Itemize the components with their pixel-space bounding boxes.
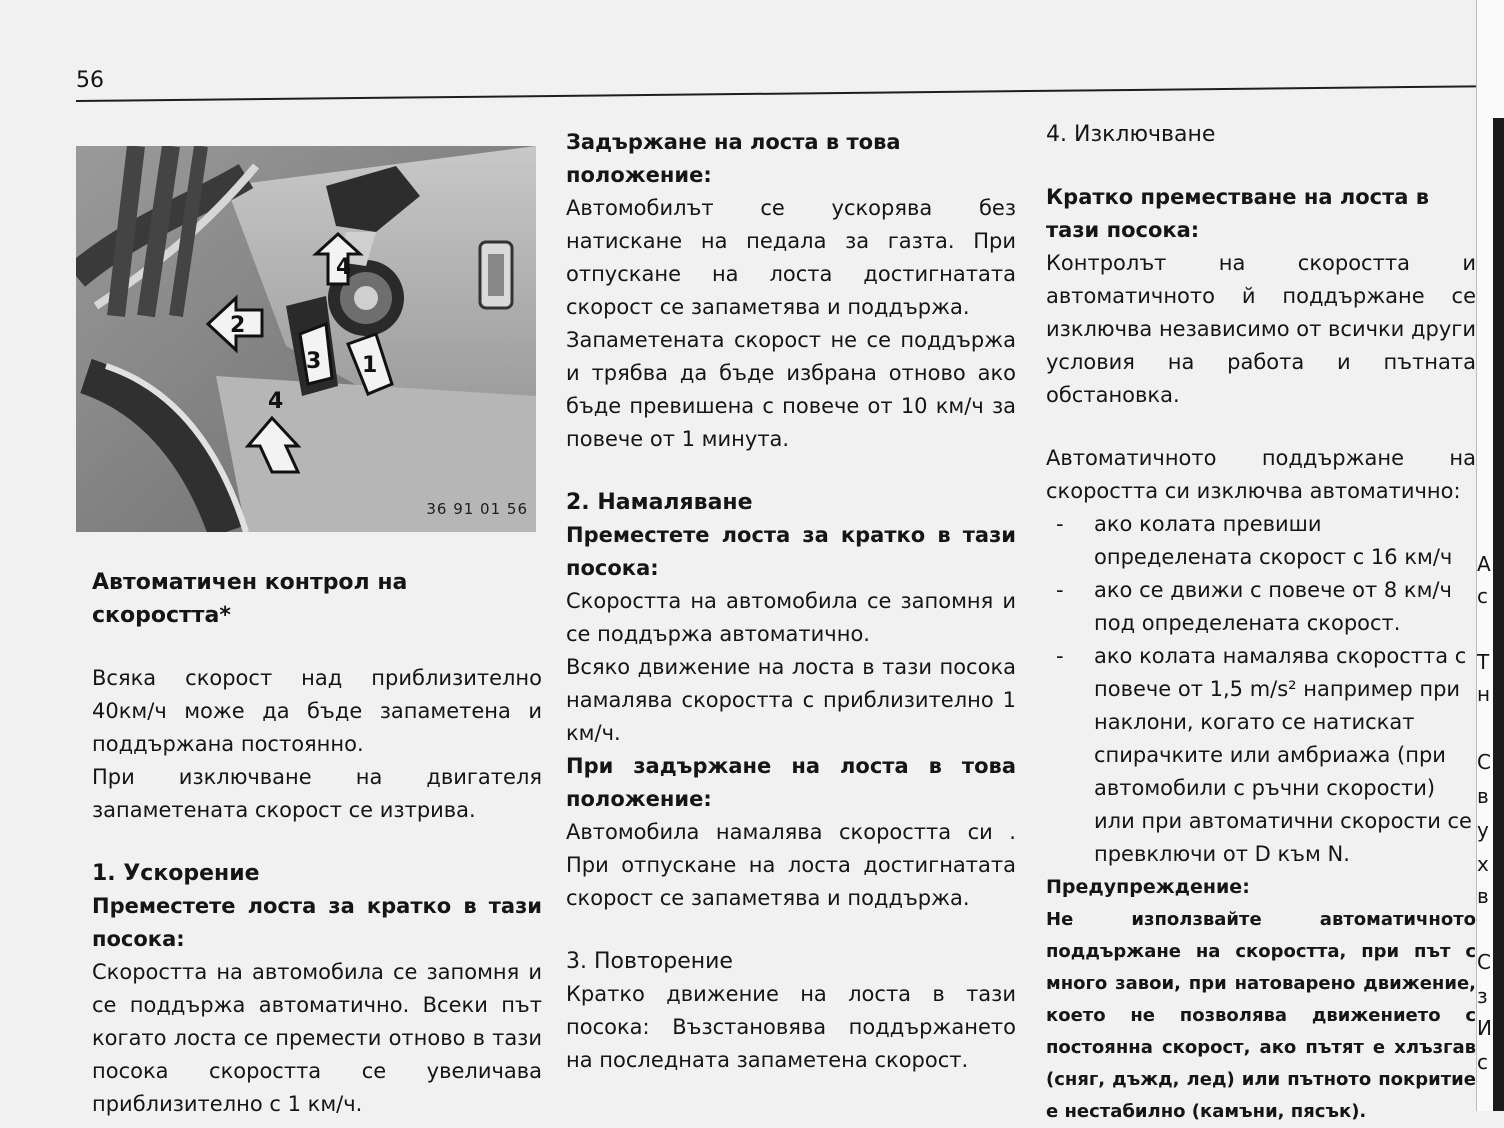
accelerate-subheading: Преместете лоста за кратко в тази посока: xyxy=(92,894,542,951)
next-page-image-edge xyxy=(1493,118,1504,1111)
figure-label-4-top: 4 xyxy=(336,255,352,280)
accelerate-heading: 1. Ускорение xyxy=(92,861,260,886)
figure-label-1: 1 xyxy=(362,353,378,378)
off-subheading: Кратко преместване на лоста в тази посока: xyxy=(1046,185,1430,242)
edge-letter: х xyxy=(1477,852,1489,876)
intro-paragraph: Всяка скорост над приблизително 40км/ч може да бъде запаметена и поддържана постоянно. xyxy=(92,666,542,756)
warning-text: Не използвайте автоматичното поддържане на скоростта, при път с много завои, при натоварено движение, което не позволява движението с постоянна скорост, ако пътят е хлъзгав (сняг, дъжд, лед) или пътното покритие е нестабилно (камъни, пясък). xyxy=(1046,909,1476,1122)
decelerate-hold-text: Автомобила намалява скоростта си . При отпускане на лоста достигнатата скорост се запаметява и поддържа. xyxy=(566,820,1016,910)
edge-letter: в xyxy=(1477,784,1489,808)
list-item: - ако се движи с повече от 8 км/ч под определената скорост. xyxy=(1046,574,1476,640)
decelerate-subheading: Преместете лоста за кратко в тази посока: xyxy=(566,523,1016,580)
figure-label-2: 2 xyxy=(230,313,246,338)
list-item: - ако колата намалява скоростта с повече от 1,5 m/s² например при наклони, когато се натискат спирачките или амбриажа (при автомобили с ръчни скорости) или при автоматични скорости се превключи от D към N. xyxy=(1046,640,1476,871)
edge-letter: И xyxy=(1477,1016,1492,1040)
figure-code: 36 91 01 56 xyxy=(426,500,528,518)
decelerate-text: Скоростта на автомобила се запомня и се поддържа автоматично. xyxy=(566,589,1016,646)
figure-label-3: 3 xyxy=(306,349,322,374)
hold-text: Автомобилът се ускорява без натискане на педала за газта. При отпускане на лоста достигнатата скорост се запаметява и поддържа. xyxy=(566,196,1016,319)
left-column xyxy=(92,566,542,1121)
edge-letter: у xyxy=(1477,818,1489,842)
list-item: - ако колата превиши определената скорост с 16 км/ч xyxy=(1046,508,1476,574)
stalk-drawing xyxy=(76,146,536,532)
edge-letter: з xyxy=(1477,984,1488,1008)
next-page-edge xyxy=(1476,0,1504,1111)
edge-letter: С xyxy=(1477,750,1491,774)
edge-letter: в xyxy=(1477,884,1489,908)
decelerate-hold-heading: При задържане на лоста в това положение: xyxy=(566,754,1016,811)
repeat-text: Кратко движение на лоста в тази посока: Възстановява поддържането на последната запаметена скорост. xyxy=(566,982,1016,1072)
warning-title: Предупреждение: xyxy=(1046,876,1250,898)
decelerate-text: Всяко движение на лоста в тази посока намалява скоростта с приблизително 1 км/ч. xyxy=(566,655,1016,745)
hold-heading: Задържане на лоста в това положение: xyxy=(566,130,901,187)
hold-text: Запаметената скорост не се поддържа и трябва да бъде избрана отново ако бъде превишена с повече от 10 км/ч за повече от 1 минута. xyxy=(566,328,1016,451)
auto-off-text: Автоматичното поддържане на скоростта си изключва автоматично: xyxy=(1046,446,1476,503)
stalk-illustration xyxy=(76,146,536,532)
edge-letter: с xyxy=(1477,1050,1488,1074)
auto-off-list xyxy=(1046,508,1476,871)
edge-letter: с xyxy=(1477,584,1488,608)
section-title: Автоматичен контрол на скоростта* xyxy=(92,570,408,628)
middle-column xyxy=(566,126,1016,1077)
figure-label-4-bottom: 4 xyxy=(268,389,284,414)
page-number: 56 xyxy=(76,68,104,93)
decelerate-heading: 2. Намаляване xyxy=(566,490,753,515)
edge-letter: Т xyxy=(1477,650,1490,674)
off-text: Контролът на скоростта и автоматичното й поддържане се изключва независимо от всички други условия на работа и пътната обстановка. xyxy=(1046,251,1476,407)
right-column xyxy=(1046,118,1476,1128)
edge-letter: С xyxy=(1477,950,1491,974)
edge-letter: н xyxy=(1477,682,1491,706)
edge-letter: А xyxy=(1477,552,1491,576)
header-rule xyxy=(76,85,1476,102)
repeat-heading: 3. Повторение xyxy=(566,949,733,974)
intro-paragraph: При изключване на двигателя запаметената скорост се изтрива. xyxy=(92,765,542,822)
off-heading: 4. Изключване xyxy=(1046,122,1216,147)
accelerate-text: Скоростта на автомобила се запомня и се поддържа автоматично. Всеки път когато лоста се премести отново в тази посока скоростта се увеличава приблизително с 1 км/ч. xyxy=(92,960,542,1116)
